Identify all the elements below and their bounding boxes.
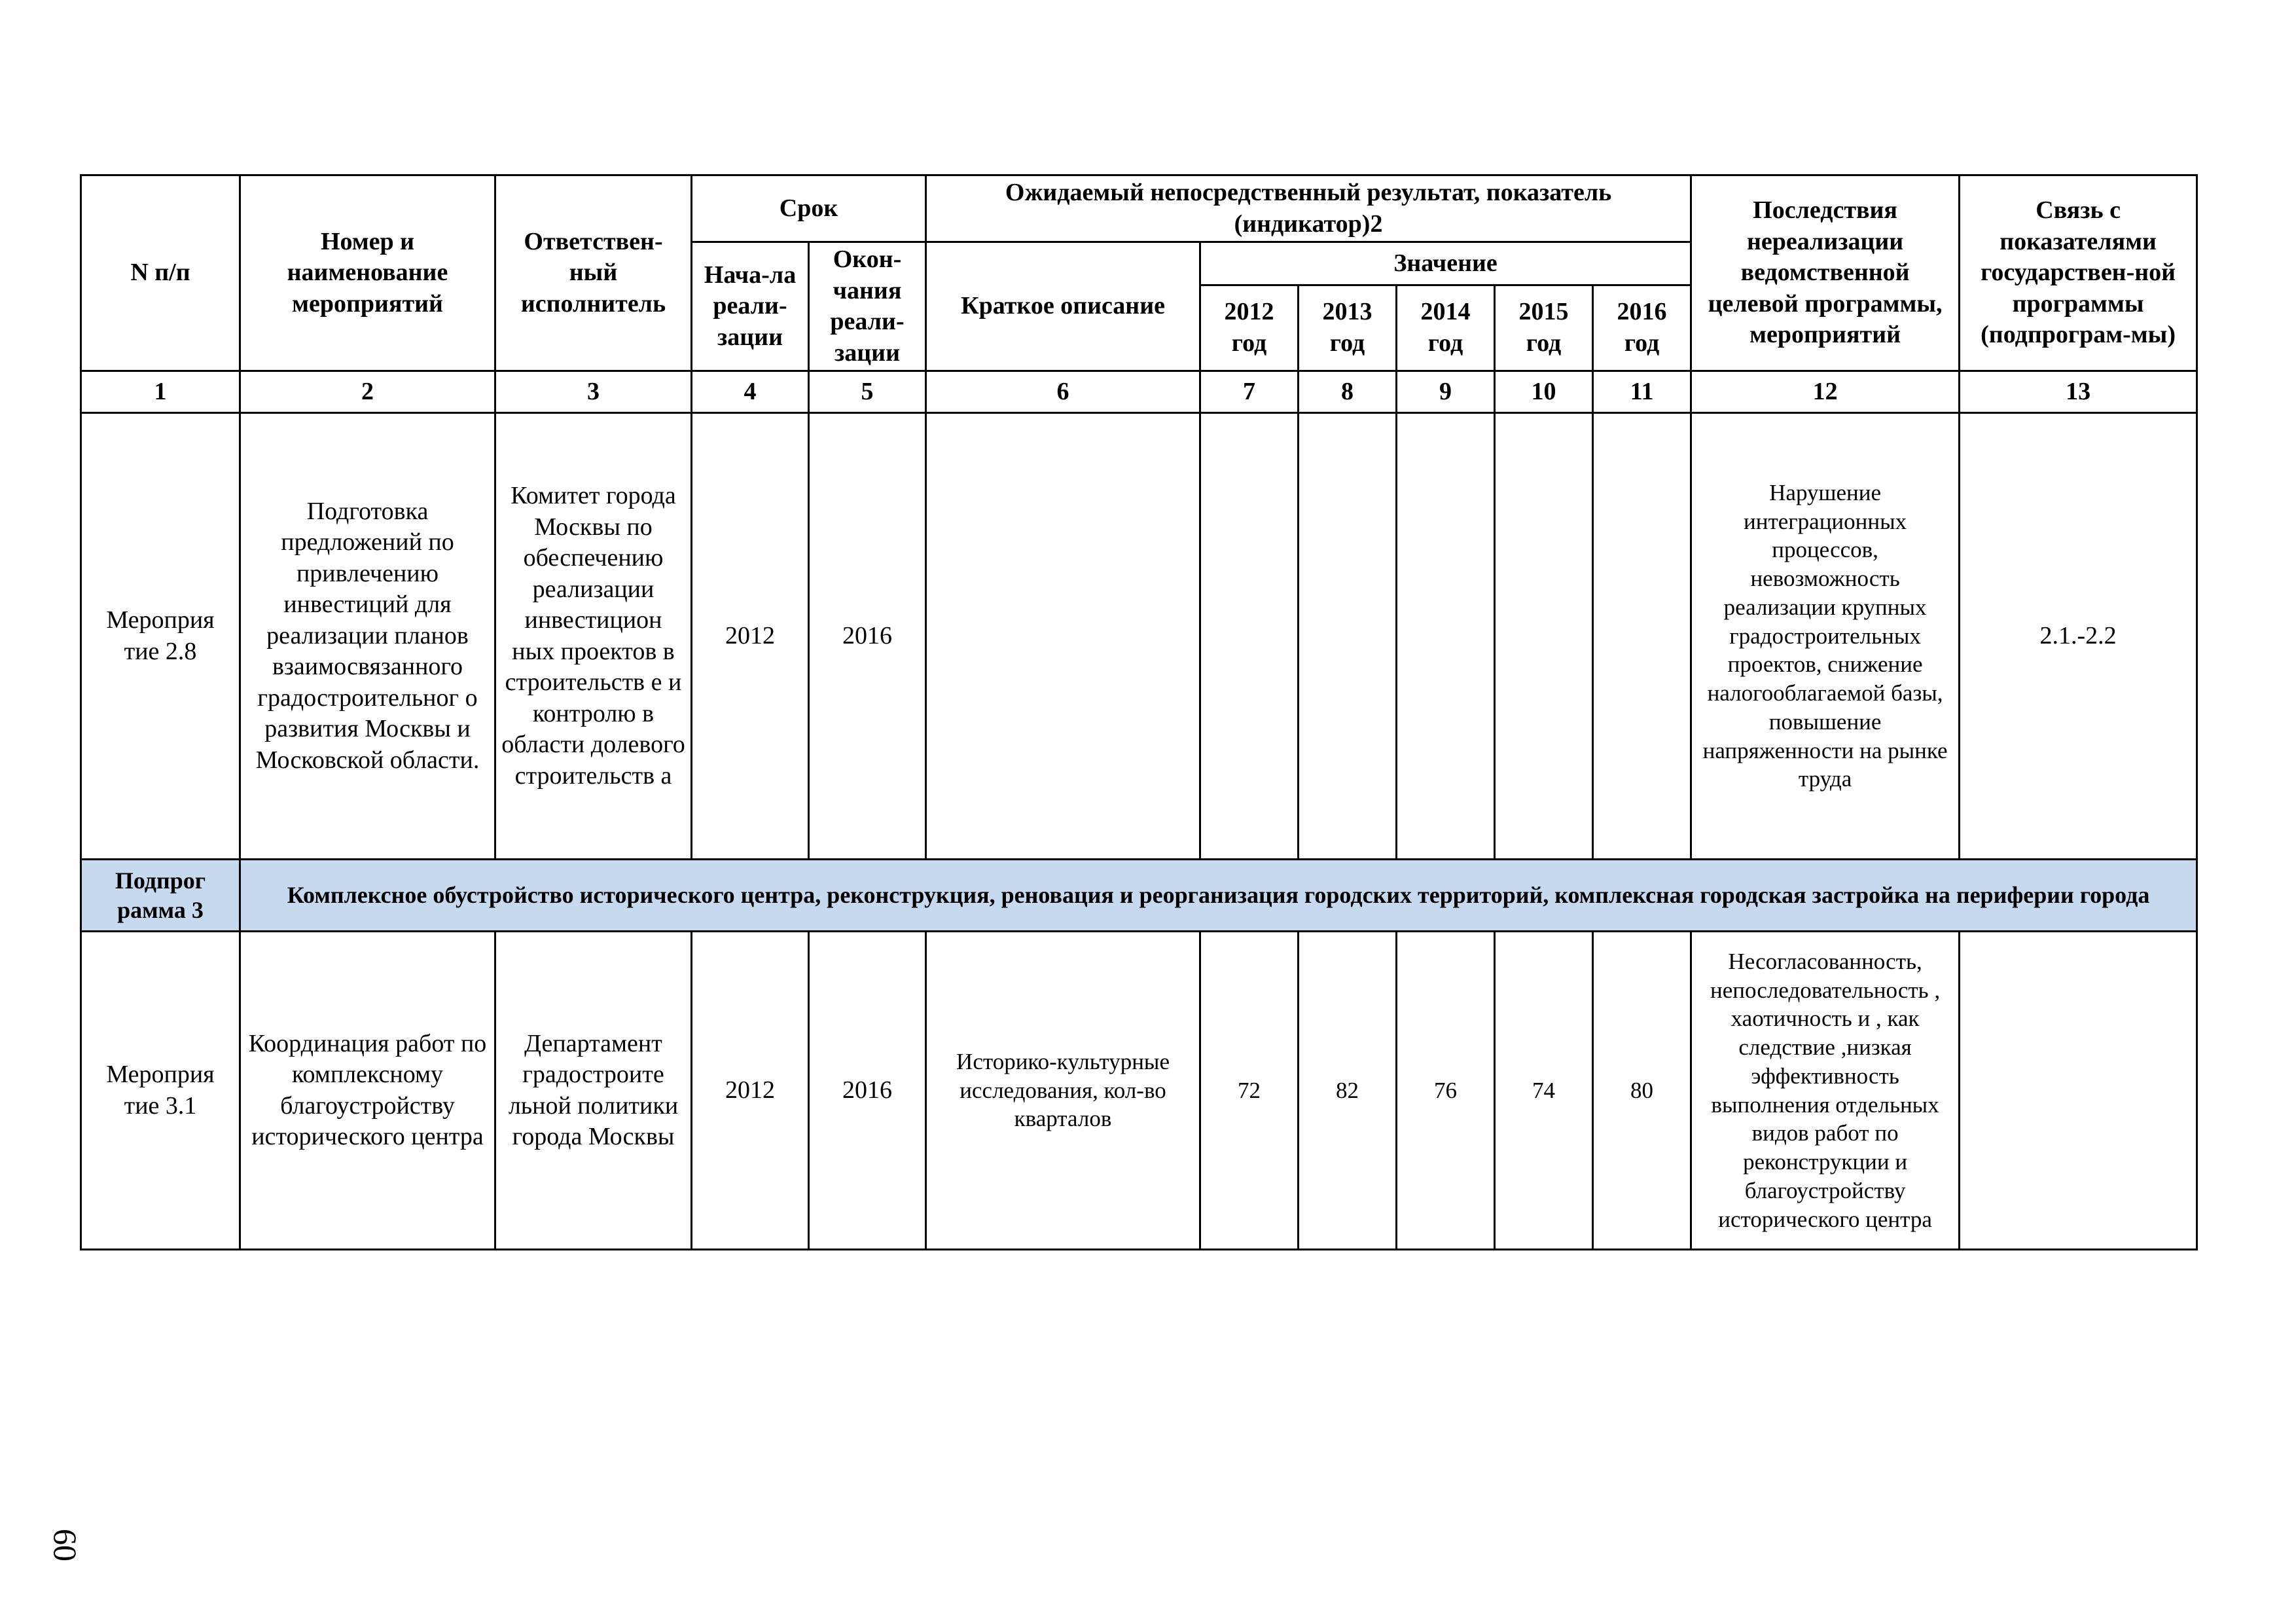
row-name: Координация работ по комплексному благоустройству исторического центра xyxy=(240,932,495,1250)
column-number-row xyxy=(81,371,2197,413)
table-row xyxy=(81,413,2197,860)
row-value: 80 xyxy=(1593,932,1691,1250)
row-brief xyxy=(926,413,1200,860)
program-table xyxy=(80,174,2198,1250)
row-value: 82 xyxy=(1299,932,1397,1250)
column-number: 1 xyxy=(81,371,240,413)
header-link: Связь с показателями государствен-ной программы (подпрограм-мы) xyxy=(1960,175,2197,371)
row-end: 2016 xyxy=(809,932,926,1250)
row-id: Мероприя тие 2.8 xyxy=(81,413,240,860)
row-end: 2016 xyxy=(809,413,926,860)
row-executor: Комитет города Москвы по обеспечению реализации инвестицион ных проектов в строительств е и контролю в области долевого строительств а xyxy=(495,413,692,860)
row-consequences: Несогласованность, непоследовательность , хаотичность и , как следствие ,низкая эффективность выполнения отдельных видов работ по реконструкции и благоустройству исторического центра xyxy=(1691,932,1960,1250)
header-result: Ожидаемый непосредственный результат, показатель (индикатор)2 xyxy=(926,175,1691,242)
column-number: 10 xyxy=(1495,371,1593,413)
row-value: 74 xyxy=(1495,932,1593,1250)
header-year: 2014 год xyxy=(1397,285,1495,371)
column-number: 6 xyxy=(926,371,1200,413)
column-number: 5 xyxy=(809,371,926,413)
column-number: 11 xyxy=(1593,371,1691,413)
row-start: 2012 xyxy=(692,413,809,860)
header-brief: Краткое описание xyxy=(926,242,1200,371)
row-name: Подготовка предложений по привлечению инвестиций для реализации планов взаимосвязанного градостроительног о развития Москвы и Московской области. xyxy=(240,413,495,860)
column-number: 12 xyxy=(1691,371,1960,413)
table-row xyxy=(81,932,2197,1250)
subprogram-title: Комплексное обустройство исторического центра, реконструкция, реновация и реорганизация городских территорий, комплексная городская застройка на периферии города xyxy=(240,860,2197,932)
column-number: 7 xyxy=(1200,371,1299,413)
row-consequences: Нарушение интеграционных процессов, невозможность реализации крупных градостроительных проектов, снижение налогооблагаемой базы, повышение напряженности на рынке труда xyxy=(1691,413,1960,860)
row-start: 2012 xyxy=(692,932,809,1250)
header-consequences: Последствия нереализации ведомственной целевой программы, мероприятий xyxy=(1691,175,1960,371)
subprogram-row xyxy=(81,860,2197,932)
header-end: Окон-чания реали-зации xyxy=(809,242,926,371)
row-value xyxy=(1593,413,1691,860)
row-brief: Историко-культурные исследования, кол-во кварталов xyxy=(926,932,1200,1250)
header-year: 2016 год xyxy=(1593,285,1691,371)
row-value xyxy=(1200,413,1299,860)
row-value: 72 xyxy=(1200,932,1299,1250)
column-number: 8 xyxy=(1299,371,1397,413)
column-number: 2 xyxy=(240,371,495,413)
column-number: 3 xyxy=(495,371,692,413)
row-value xyxy=(1495,413,1593,860)
row-value: 76 xyxy=(1397,932,1495,1250)
column-number: 4 xyxy=(692,371,809,413)
header-year: 2013 год xyxy=(1299,285,1397,371)
column-number: 9 xyxy=(1397,371,1495,413)
header-start: Нача-ла реали-зации xyxy=(692,242,809,371)
header-srok: Срок xyxy=(692,175,926,242)
row-value xyxy=(1397,413,1495,860)
header-year: 2015 год xyxy=(1495,285,1593,371)
row-executor: Департамент градостроите льной политики города Москвы xyxy=(495,932,692,1250)
header-year: 2012 год xyxy=(1200,285,1299,371)
page-number: 60 xyxy=(47,1529,84,1561)
header-name: Номер и наименование мероприятий xyxy=(240,175,495,371)
row-id: Мероприя тие 3.1 xyxy=(81,932,240,1250)
column-number: 13 xyxy=(1960,371,2197,413)
subprogram-label: Подпрог рамма 3 xyxy=(81,860,240,932)
row-value xyxy=(1299,413,1397,860)
row-link xyxy=(1960,932,2197,1250)
header-executor: Ответствен-ный исполнитель xyxy=(495,175,692,371)
header-value: Значение xyxy=(1200,242,1691,285)
row-link: 2.1.-2.2 xyxy=(1960,413,2197,860)
header-number: N п/п xyxy=(81,175,240,371)
